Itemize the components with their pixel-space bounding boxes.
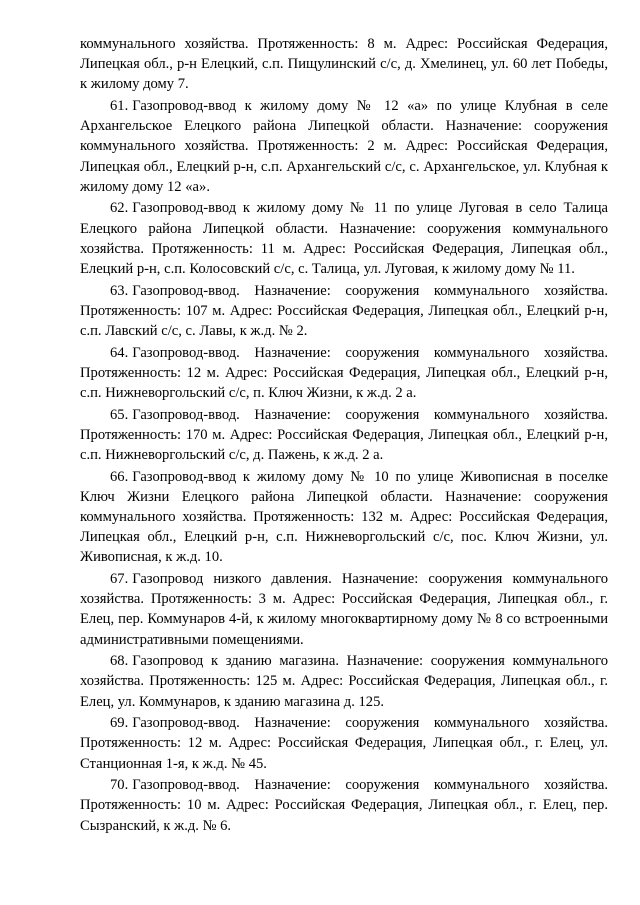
item-number: 62. [110, 200, 129, 217]
list-item [80, 405, 608, 466]
list-item [80, 775, 608, 836]
item-text: Газопровод-ввод. Назначение: сооружения коммунального хозяйства. Протяженность: 10 м. Адрес: Российская Федерация, Липецкая обл., г. Елец, пер. Сызранский, к ж.д. № 6. [80, 777, 608, 834]
list-item [80, 343, 608, 404]
list-item [80, 281, 608, 342]
list-item [80, 651, 608, 712]
item-number: 64. [110, 344, 129, 361]
item-number: 66. [110, 468, 129, 485]
item-text: Газопровод-ввод к жилому дому № 12 «а» по улице Клубная в селе Архангельское Елецкого района Липецкой области. Назначение: сооружения коммунального хозяйства. Протяженность: 2 м. Адрес: Российская Федерация, Липецкая обл., Елецкий р-н, с.п. Архангельский с/с, с. Архангельское, ул. Клубная к жилому дому 12 «а». [80, 98, 608, 195]
continuation-paragraph: коммунального хозяйства. Протяженность: 8 м. Адрес: Российская Федерация, Липецкая обл., р-н Елецкий, с.п. Пищулинский с/с, д. Хмелинец, ул. 60 лет Победы, к жилому дому 7. [80, 36, 608, 93]
item-text: Газопровод-ввод к жилому дому № 11 по улице Луговая в село Талица Елецкого района Липецкой области. Назначение: сооружения коммунального хозяйства. Протяженность: 11 м. Адрес: Российская Федерация, Липецкая обл., Елецкий р-н, с.п. Колосовский с/с, с. Талица, ул. Луговая, к жилому дому № 11. [80, 200, 608, 278]
item-text: Газопровод-ввод. Назначение: сооружения коммунального хозяйства. Протяженность: 170 м. Адрес: Российская Федерация, Липецкая обл., Елецкий р-н, с.п. Нижневоргольский с/с, д. Пажень, к ж.д. 2 а. [80, 406, 608, 464]
item-number: 70. [110, 777, 129, 794]
list-item [80, 713, 608, 774]
item-text: Газопровод к зданию магазина. Назначение: сооружения коммунального хозяйства. Протяженность: 125 м. Адрес: Российская Федерация, Липецкая обл., г. Елец, ул. Коммунаров, к зданию магазина д. 125. [80, 653, 608, 710]
item-text: Газопровод-ввод к жилому дому № 10 по улице Живописная в поселке Ключ Жизни Елецкого района Липецкой области. Назначение: сооружения коммунального хозяйства. Протяженность: 132 м. Адрес: Российская Федерация, Липецкая обл., Елецкий р-н, с.п. Нижневоргольский с/с, пос. Ключ Жизни, ул. Живописная, к ж.д. 10. [80, 468, 608, 566]
item-text: Газопровод-ввод. Назначение: сооружения коммунального хозяйства. Протяженность: 12 м. Адрес: Российская Федерация, Липецкая обл., Елецкий р-н, с.п. Нижневоргольский с/с, п. Ключ Жизни, к ж.д. 2 а. [80, 344, 608, 402]
item-number: 61. [110, 98, 129, 114]
item-text: Газопровод низкого давления. Назначение: сооружения коммунального хозяйства. Протяженность: 3 м. Адрес: Российская Федерация, Липецкая обл., г. Елец, пер. Коммунаров 4-й, к жилому многоквартирному дому № 8 со встроенными административными помещениями. [80, 571, 608, 648]
item-text: Газопровод-ввод. Назначение: сооружения коммунального хозяйства. Протяженность: 107 м. Адрес: Российская Федерация, Липецкая обл., Елецкий р-н, с.п. Лавский с/с, с. Лавы, к ж.д. № 2. [80, 282, 608, 340]
list-item [80, 467, 608, 568]
item-number: 63. [110, 282, 129, 299]
list-item [80, 569, 608, 650]
list-item [80, 96, 608, 197]
document-page [80, 34, 608, 837]
item-number: 68. [110, 653, 129, 670]
item-number: 69. [110, 715, 129, 732]
item-number: 65. [110, 406, 129, 423]
item-number: 67. [110, 571, 129, 588]
list-item [80, 198, 608, 279]
item-text: Газопровод-ввод. Назначение: сооружения коммунального хозяйства. Протяженность: 12 м. Адрес: Российская Федерация, Липецкая обл., г. Елец, ул. Станционная 1-я, к ж.д. № 45. [80, 715, 608, 772]
